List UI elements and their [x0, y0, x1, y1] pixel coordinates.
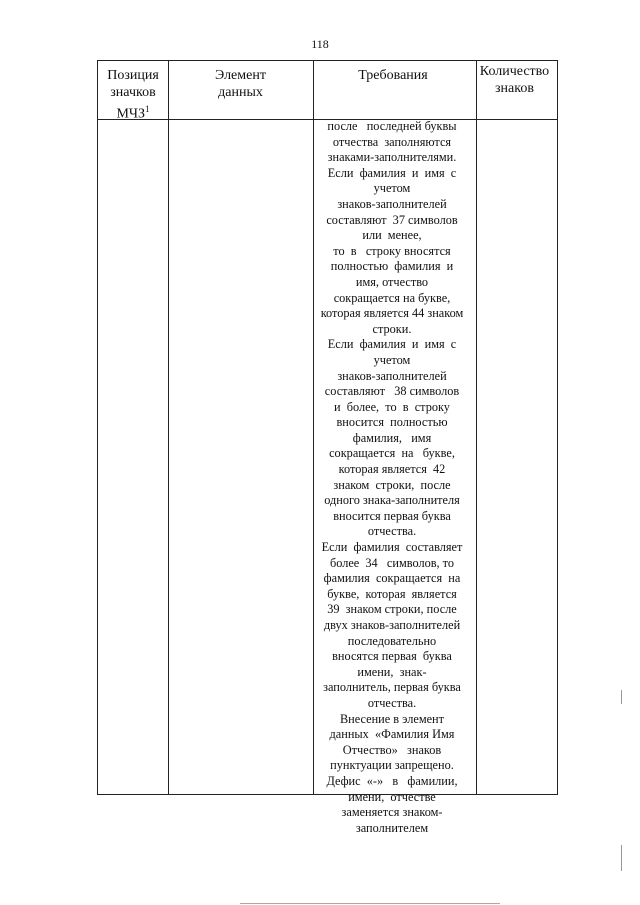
header-requirements	[313, 61, 473, 119]
requirement-line: имя, отчество	[355, 274, 429, 289]
footnote-marker: 1	[145, 104, 150, 114]
header-position-line: значков	[110, 85, 156, 100]
requirement-line: заменяется знаком-	[341, 805, 443, 820]
requirement-line: отчества.	[367, 695, 417, 710]
requirement-line: отчества заполняются	[332, 134, 452, 149]
requirement-line: знаков-заполнителей	[337, 368, 447, 383]
requirement-line: одного знака-заполнителя	[324, 493, 460, 508]
requirement-line: данных «Фамилия Имя	[329, 727, 455, 742]
requirement-line: имени, отчестве	[348, 789, 436, 804]
requirement-line: составляют 37 символов	[326, 212, 458, 227]
count-column	[472, 60, 558, 795]
requirement-line: и более, то в строку	[334, 399, 450, 414]
requirement-line: 39 знаком строки, после	[327, 602, 457, 617]
requirement-line: Отчество» знаков	[342, 742, 442, 757]
requirement-line: последовательно	[347, 633, 437, 648]
requirement-line: Внесение в элемент	[339, 711, 445, 726]
requirement-line: то в строку вносятся	[333, 243, 451, 258]
header-count	[472, 61, 557, 97]
header-divider	[472, 119, 557, 120]
requirement-line: отчества.	[367, 524, 417, 539]
requirement-line: более 34 символов, то	[329, 555, 455, 570]
requirement-line: сокращается на букве,	[329, 446, 455, 461]
requirement-line: или менее,	[362, 228, 422, 243]
requirement-line: после последней буквы	[327, 119, 457, 133]
scan-mark	[621, 845, 622, 871]
scan-mark	[621, 690, 622, 704]
requirement-line: учетом	[373, 181, 411, 196]
requirement-line: полностью фамилия и	[330, 259, 454, 274]
requirement-line: составляют 38 символов	[324, 384, 460, 399]
header-element-line: Элемент	[215, 68, 266, 83]
requirement-line: которая является 44 знаком	[320, 306, 464, 321]
requirement-line: Если фамилия и имя с	[327, 337, 457, 352]
requirement-line: учетом	[373, 352, 411, 367]
requirement-line: пунктуации запрещено.	[330, 758, 454, 773]
header-position-line: Позиция	[107, 68, 159, 83]
header-element	[168, 61, 313, 119]
requirement-line: заполнителем	[355, 820, 429, 835]
requirement-line: имени, знак-	[357, 664, 427, 679]
requirement-line: знаком строки, после	[333, 477, 451, 492]
requirement-line: строки.	[372, 321, 412, 336]
requirement-line: сокращается на букве,	[333, 290, 451, 305]
requirement-line: знаков-заполнителей	[337, 196, 447, 211]
requirement-line: вносится полностью	[336, 415, 448, 430]
page-number: 118	[311, 37, 329, 51]
requirement-line: фамилия, имя	[352, 430, 432, 445]
header-requirements-line: Требования	[358, 68, 428, 83]
requirement-line: заполнитель, первая буква	[323, 680, 461, 695]
header-position	[98, 61, 168, 122]
header-element-line: данных	[218, 85, 263, 100]
requirement-line: двух знаков-заполнителей	[323, 618, 461, 632]
requirement-line: знаками-заполнителями.	[327, 150, 457, 165]
header-count-line: Количество	[479, 64, 550, 79]
requirement-line: букве, которая является	[327, 586, 457, 601]
requirement-line: которая является 42	[338, 462, 446, 477]
requirements-cell	[312, 119, 472, 836]
requirement-line: Если фамилия и имя с	[327, 165, 457, 180]
scan-edge	[240, 903, 500, 904]
requirement-line: фамилия сокращается на	[323, 571, 461, 586]
requirement-line: вносится первая буква	[333, 508, 451, 523]
column-divider	[168, 61, 169, 794]
requirement-line: Если фамилия составляет	[321, 540, 463, 555]
header-count-line: знаков	[495, 81, 534, 96]
header-position-line: МЧЗ$^1$	[116, 104, 150, 122]
requirement-line: вносятся первая буква	[332, 649, 452, 664]
requirement-line: Дефис «-» в фамилии,	[326, 773, 458, 788]
